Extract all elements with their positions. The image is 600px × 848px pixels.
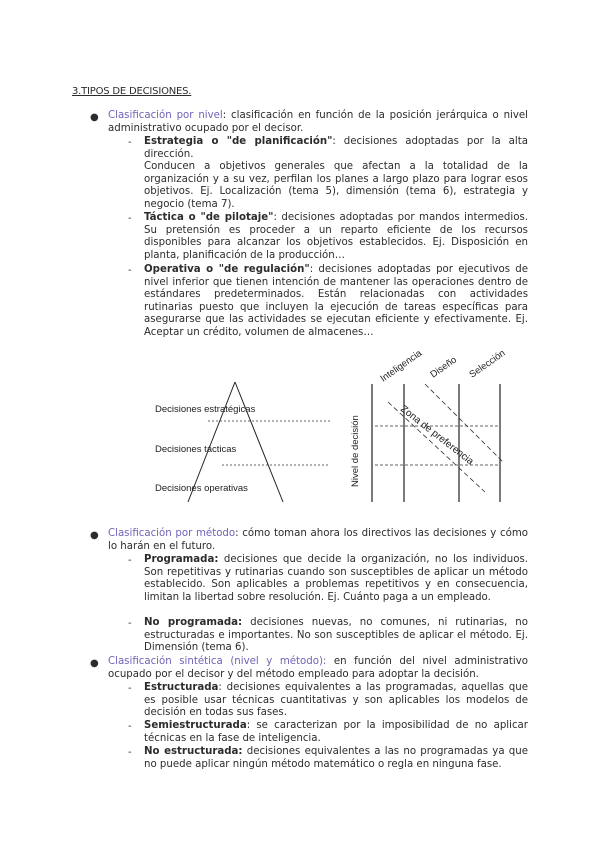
level-label-operative: Decisiones operativas	[155, 483, 248, 494]
term-sintetica: Clasificación sintética (nivel y método):	[108, 656, 327, 667]
phase-label-intelligence: Inteligencia	[378, 347, 425, 385]
term-nivel: Clasificación por nivel	[108, 110, 223, 121]
item-semiestructurada: Semiestructurada: se caracterizan por la imposibilidad de no aplicar técnicas en la fase de inteligencia.	[144, 720, 528, 744]
paragraph-sintetica: Clasificación sintética (nivel y método): en función del nivel administrativo ocupado por el decisor y del método empleado para adoptar la decisión.	[108, 656, 528, 680]
bullet-icon: ●	[90, 530, 99, 541]
dash-icon: -	[128, 213, 132, 224]
dash-icon: -	[128, 721, 132, 732]
level-label-strategic: Decisiones estratégicas	[155, 404, 256, 415]
item-no-programada: No programada: decisiones nuevas, no comunes, ni rutinarias, no estructuradas e importantes. No son susceptibles de aplicar el método. Ej. Dimensión (tema 6).	[144, 617, 528, 654]
item-programada: Programada: decisiones que decide la organización, no los individuos. Son repetitivas y rutinarias cuando son susceptibles de aplicar un método establecido. Son aplicables a problemas repetitivos y en consecuencia, limitan la libertad sobre resolución. Ej. Cuánto paga a un empleado.	[144, 554, 528, 603]
zone-label: Zona de preferencia	[398, 403, 476, 468]
phase-label-selection: Selección	[467, 347, 508, 381]
level-label-tactical: Decisiones tácticas	[155, 444, 237, 455]
paragraph-nivel: Clasificación por nivel: clasificación en función de la posición jerárquica o nivel administrativo ocupado por el decisor.	[108, 110, 528, 134]
axis-label: Nivel de decisión	[350, 415, 361, 487]
dash-icon: -	[128, 265, 132, 276]
dash-icon: -	[128, 618, 132, 629]
dash-icon: -	[128, 555, 132, 566]
term-metodo: Clasificación por método	[108, 528, 236, 539]
dash-icon: -	[128, 747, 132, 758]
item-tactica: Táctica o "de pilotaje": decisiones adoptadas por mandos intermedios. Su pretensión es proceder a un reparto eficiente de los recursos disponibles para alcanzar los objetivos establecidos. Ej. Disposición en planta, planificación de la producción…	[144, 212, 529, 261]
item-no-estructurada: No estructurada: decisiones equivalentes a las no programadas ya que no puede aplicar ningún método matemático o regla en ninguna fase.	[144, 746, 529, 770]
paragraph-metodo: Clasificación por método: cómo toman ahora los directivos las decisiones y cómo lo harán en el futuro.	[108, 528, 528, 552]
decision-levels-diagram	[145, 344, 535, 516]
section-title: 3.TIPOS DE DECISIONES.	[72, 86, 192, 97]
bullet-icon: ●	[90, 658, 99, 669]
bullet-icon: ●	[90, 112, 99, 123]
item-estructurada: Estructurada: decisiones equivalentes a las programadas, aquellas que es posible usar técnicas cuantitativas y son aplicables los modelos de decisión en todas sus fases.	[144, 682, 528, 719]
dash-icon: -	[128, 683, 132, 694]
dash-icon: -	[128, 137, 132, 148]
item-operativa: Operativa o "de regulación": decisiones adoptadas por ejecutivos de nivel inferior que tienen intención de mantener las operaciones dentro de estándares predeterminados. Están relacionadas con actividades rutinarias puesto que incluyen la ejecución de tareas específicas para asegurarse que las actividades se ejecutan eficiente y efectivamente. Ej. Aceptar un crédito, volumen de almacenes…	[144, 264, 528, 338]
item-estrategia: Estrategia o "de planificación": decisiones adoptadas por la alta dirección. Conducen a objetivos generales que afectan a la totalidad de la organización y a su vez, perfilan los planes a largo plazo para lograr esos objetivos. Ej. Localización (tema 5), dimensión (tema 6), estrategia y negocio (tema 7).	[144, 136, 528, 210]
phase-label-design: Diseño	[428, 354, 459, 381]
